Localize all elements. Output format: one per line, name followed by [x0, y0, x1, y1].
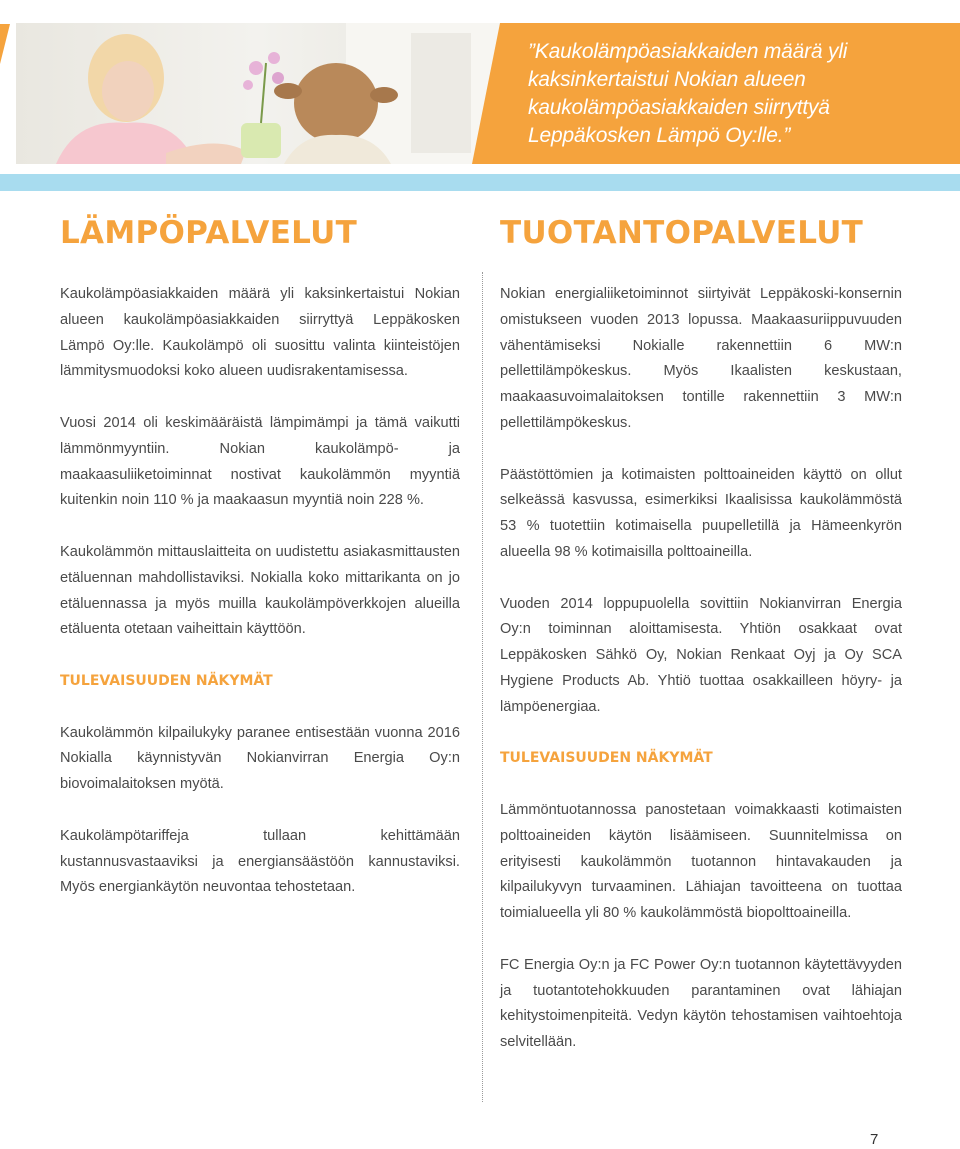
right-paragraph: Vuoden 2014 loppupuolella sovittiin Nokianvirran Energia Oy:n toiminnan aloittamisesta. Yhtiön osakkaat ovat Leppäkosken Sähkö Oy, Nokian Renkaat Oyj ja Oy SCA Hygiene Products Ab. Yhtiö tuottaa osakkailleen höyry- ja lämpöenergiaa.	[500, 595, 902, 715]
left-paragraph: Vuosi 2014 oli keskimääräistä lämpimämpi ja tämä vaikutti lämmönmyyntiin. Nokian kaukolämpö- ja maakaasuliiketoiminnat nostivat kaukolämmön myyntiä kuitenkin noin 110 % ja maakaasun myyntiä noin 228 %.	[60, 414, 460, 509]
right-outlook-paragraph: Lämmöntuotannossa panostetaan voimakkaasti kotimaisten polttoaineiden käytön lisäämiseen. Suunnitelmissa on erityisesti kaukolämmön tuotannon hintavakauden ja kilpailukyvyn turvaaminen. Lähiajan tavoitteena on tuottaa toimialueella yli 80 % kaukolämmöstä biopolttoaineilla.	[500, 801, 902, 922]
right-paragraph: Päästöttömien ja kotimaisten polttoaineiden käyttö on ollut selkeässä kasvussa, esimerkiksi Ikaalisissa kaukolämmöstä 53 % tuotettiin kotimaisella puupelletillä ja Hämeenkyrön alueella 98 % kotimaisilla polttoaineilla.	[500, 466, 902, 560]
header-quote: ”Kaukolämpöasiakkaiden määrä yli kaksinkertaistui Nokian alueen kaukolämpöasiakkaiden siirryttyä Leppäkosken Lämpö Oy:lle.”	[528, 40, 848, 147]
left-paragraph: Kaukolämpöasiakkaiden määrä yli kaksinkertaistui Nokian alueen kaukolämpöasiakkaiden siirryttyä Leppäkosken Lämpö Oy:lle. Kaukolämpö oli suosittu valinta kiinteistöjen lämmitysmuodoksi koko alueen uudisrakentamisessa.	[60, 286, 460, 380]
right-paragraph: Nokian energialiiketoiminnot siirtyivät Leppäkoski-konsernin omistukseen vuoden 2013 lopussa. Maakaasuriippuvuuden vähentämiseksi Nokialle rakennettiin 6 MW:n pellettilämpökeskus. Myös Ikaalisten keskustaan, maakaasuvoimalaitoksen tontille rakennettiin 3 MW:n pellettilämpökeskus.	[500, 286, 902, 431]
left-outlook-title: TULEVAISUUDEN NÄKYMÄT	[60, 672, 273, 689]
right-outlook-paragraph: FC Energia Oy:n ja FC Power Oy:n tuotannon käytettävyyden ja tuotantotehokkuuden parantaminen ovat lähiajan kehitystoimenpiteitä. Vedyn käytön tehostamisen vaihtoehtoja selvitellään.	[500, 956, 902, 1051]
header-photo	[16, 23, 500, 164]
left-paragraph: Kaukolämmön mittauslaitteita on uudistettu asiakasmittausten etäluennan mahdollistaviksi. Nokialla koko mittarikanta on jo etäluennassa ja myös muilla kaukolämpöverkkojen alueilla etäluenta otetaan vaiheittain käyttöön.	[60, 543, 460, 638]
left-outlook-paragraph: Kaukolämmön kilpailukyky paranee entisestään vuonna 2016 Nokialla käynnistyvän Nokianvirran Energia Oy:n biovoimalaitoksen myötä.	[60, 724, 460, 793]
page-number: 7	[870, 1131, 879, 1148]
blue-band	[0, 174, 960, 191]
right-section-title: TUOTANTOPALVELUT	[500, 215, 864, 251]
column-divider	[482, 272, 483, 1102]
left-section-title: LÄMPÖPALVELUT	[60, 215, 358, 251]
left-column	[60, 212, 460, 901]
right-column	[500, 212, 902, 1056]
right-outlook-title: TULEVAISUUDEN NÄKYMÄT	[500, 750, 713, 767]
left-outlook-paragraph: Kaukolämpötariffeja tullaan kehittämään kustannusvastaaviksi ja energiansäästöön kannustaviksi. Myös energiankäytön neuvontaa tehostetaan.	[60, 827, 460, 896]
orange-accent-strip	[0, 24, 10, 64]
